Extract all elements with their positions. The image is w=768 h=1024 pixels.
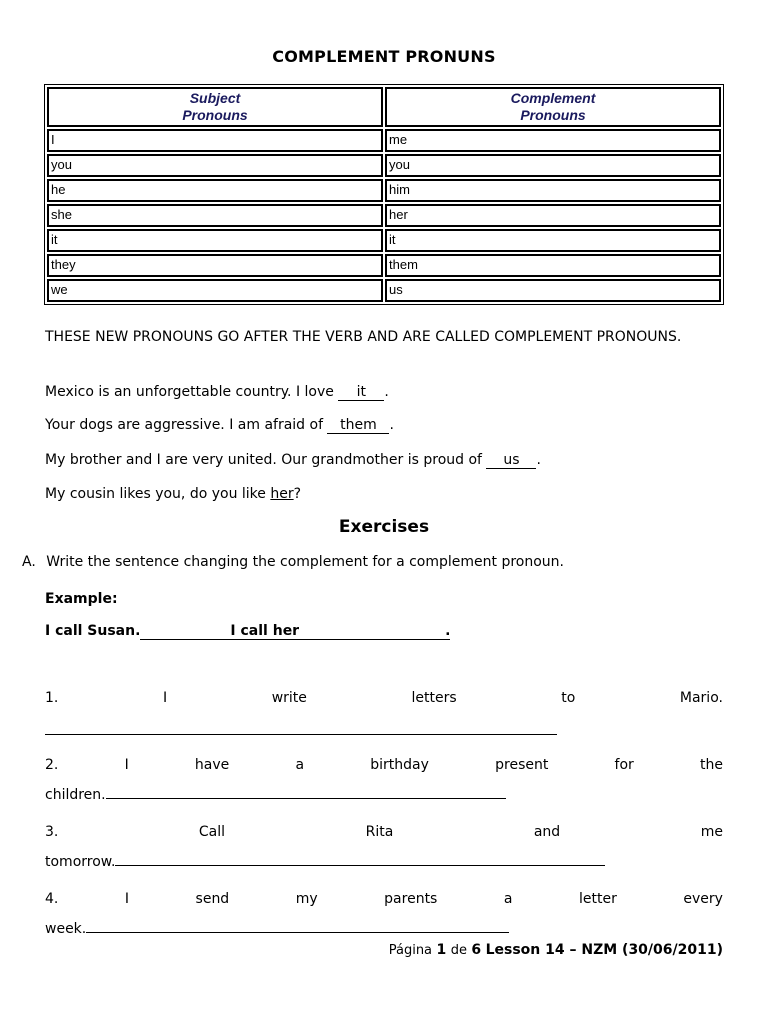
example-sentence-4: My cousin likes you, do you like her? (45, 486, 302, 502)
answer-line[interactable] (106, 784, 506, 799)
example-label: Example: (45, 591, 118, 607)
table-row (47, 129, 721, 152)
complement-cell: it (385, 229, 721, 252)
header-complement: Complement Pronouns (385, 87, 721, 127)
question-4-row: 4. I send my parents a letter every (45, 891, 723, 907)
question-1-answer-line[interactable] (45, 720, 557, 739)
example-answer-line: I call her . (140, 623, 450, 640)
table-row (47, 229, 721, 252)
question-4-continuation: week. (45, 918, 509, 937)
complement-cell: you (385, 154, 721, 177)
exercises-heading: Exercises (338, 517, 430, 537)
instruction-text: Write the sentence changing the complement for a complement pronoun. (46, 554, 564, 570)
answer-underlined: her (270, 486, 294, 502)
answer-line[interactable] (86, 918, 509, 933)
pronoun-table (44, 84, 724, 305)
subject-cell: you (47, 154, 383, 177)
complement-cell: me (385, 129, 721, 152)
question-1-row: 1. I write letters to Mario. (45, 690, 723, 706)
answer-line[interactable] (45, 720, 557, 735)
example-sentence-1: Mexico is an unforgettable country. I love it . (45, 384, 389, 400)
question-2-row: 2. I have a birthday present for the (45, 757, 723, 773)
table-row (47, 254, 721, 277)
subject-cell: he (47, 179, 383, 202)
instruction-letter: A. (22, 554, 36, 570)
page-footer: Página 1 de 6 Lesson 14 – NZM (30/06/2011) (388, 942, 723, 958)
example-sentence-2: Your dogs are aggressive. I am afraid of them . (45, 417, 394, 433)
table-row (47, 279, 721, 302)
page-title: COMPLEMENT PRONUNS (272, 47, 496, 66)
subject-cell: she (47, 204, 383, 227)
complement-cell: us (385, 279, 721, 302)
table-header-row (47, 87, 721, 127)
complement-cell: him (385, 179, 721, 202)
table-row (47, 154, 721, 177)
instruction-a (22, 554, 564, 570)
subject-cell: we (47, 279, 383, 302)
example-sentence-3: My brother and I are very united. Our grandmother is proud of us . (45, 452, 541, 468)
header-subject: Subject Pronouns (47, 87, 383, 127)
answer-line[interactable] (115, 851, 605, 866)
question-3-continuation: tomorrow. (45, 851, 605, 870)
complement-cell: her (385, 204, 721, 227)
subject-cell: I (47, 129, 383, 152)
answer-blank: us (486, 452, 536, 469)
subject-cell: it (47, 229, 383, 252)
table-row (47, 204, 721, 227)
table-row (47, 179, 721, 202)
question-3-row: 3. Call Rita and me (45, 824, 723, 840)
answer-blank: it (338, 384, 384, 401)
subject-cell: they (47, 254, 383, 277)
example-line: I call Susan. I call her . (45, 623, 451, 639)
question-2-continuation: children. (45, 784, 506, 803)
intro-paragraph: THESE NEW PRONOUNS GO AFTER THE VERB AND ARE CALLED COMPLEMENT PRONOUNS. (45, 329, 682, 345)
complement-cell: them (385, 254, 721, 277)
answer-blank: them (327, 417, 389, 434)
